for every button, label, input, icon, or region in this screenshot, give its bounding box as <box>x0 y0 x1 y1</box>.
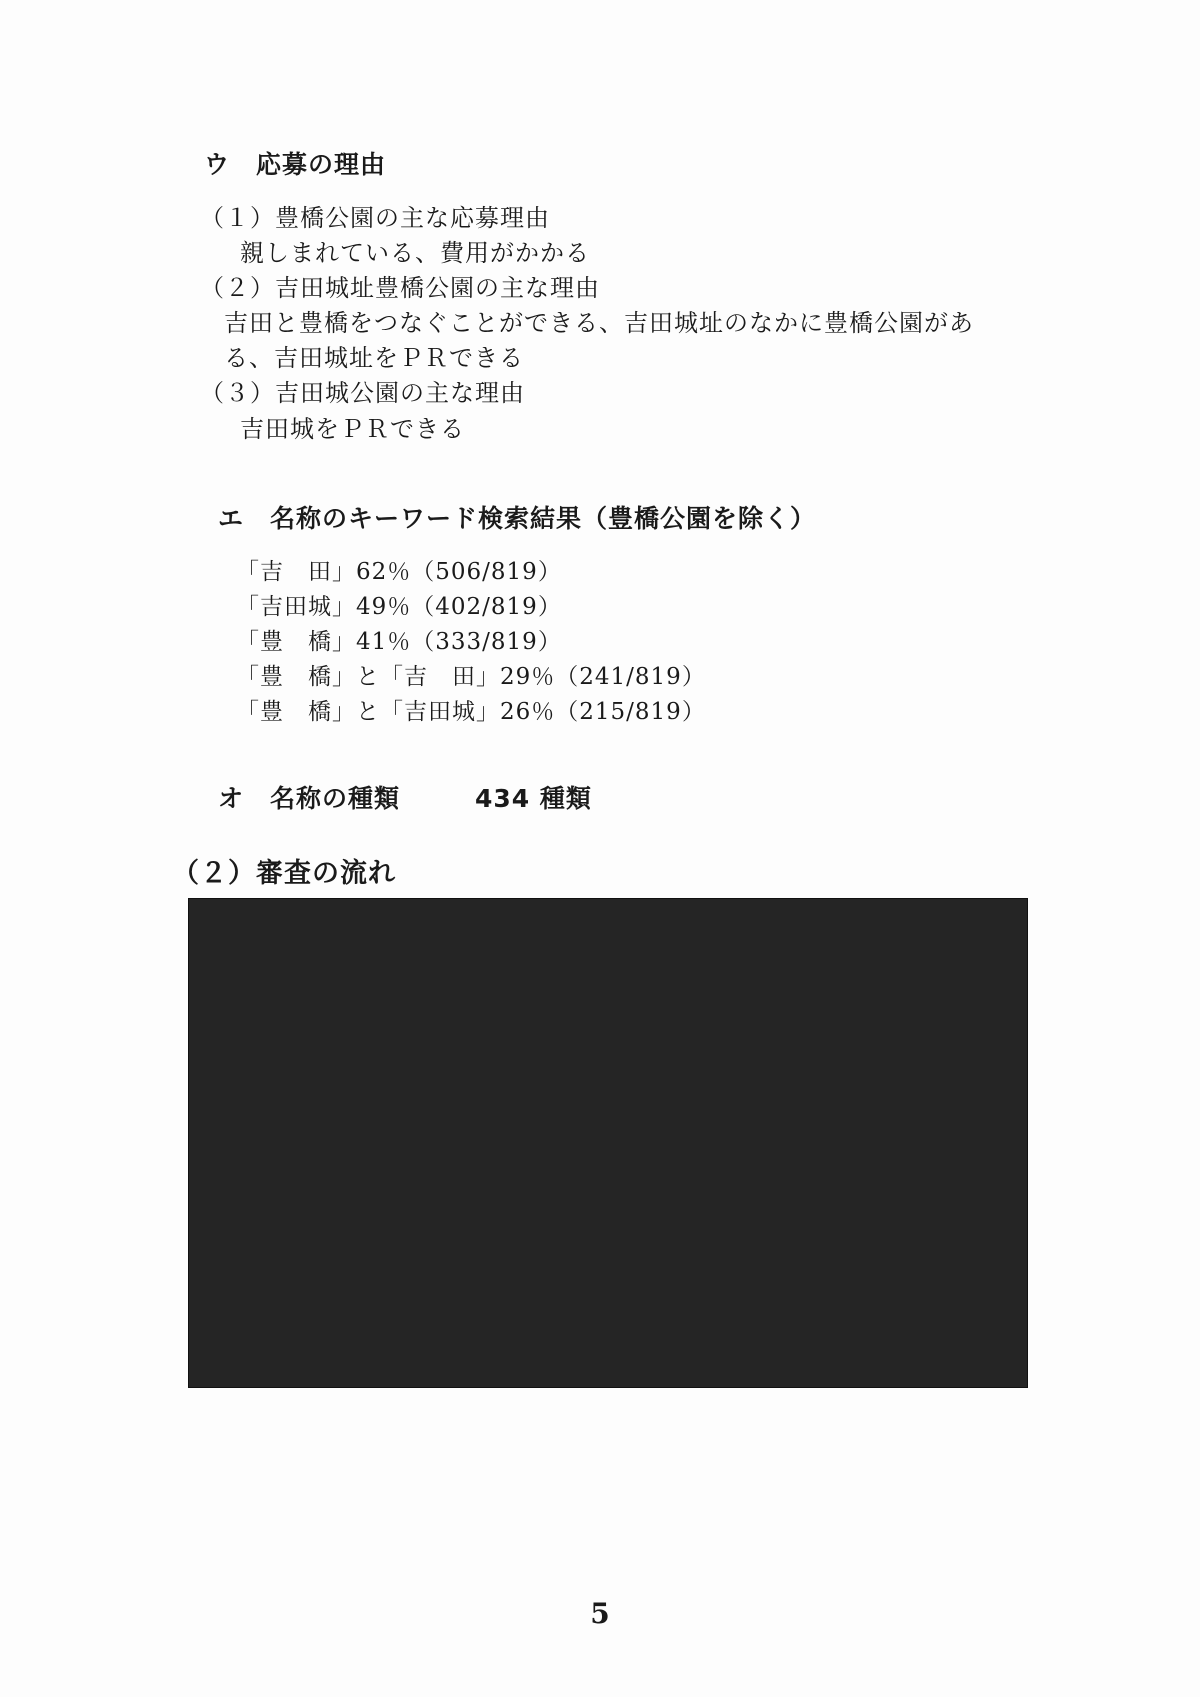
section-u-heading: ウ 応募の理由 <box>204 150 387 179</box>
redacted-block <box>188 898 1028 1388</box>
section-o-heading: オ 名称の種類 <box>218 784 401 813</box>
section-2-heading: （２）審査の流れ <box>172 858 396 889</box>
reason-1-label: （１）豊橋公園の主な応募理由 <box>200 204 550 232</box>
keyword-result-4: 「豊 橋」と「吉 田」29％（241/819） <box>236 664 706 690</box>
reason-2-label: （２）吉田城址豊橋公園の主な理由 <box>200 274 600 302</box>
reason-2-detail-line1: 吉田と豊橋をつなぐことができる、吉田城址のなかに豊橋公園があ <box>224 309 974 337</box>
reason-1-detail: 親しまれている、費用がかかる <box>240 239 590 267</box>
section-o-value: 434 種類 <box>475 784 592 813</box>
section-e-heading: エ 名称のキーワード検索結果（豊橋公園を除く） <box>218 504 817 533</box>
keyword-result-5: 「豊 橋」と「吉田城」26％（215/819） <box>236 699 706 725</box>
keyword-result-3: 「豊 橋」41％（333/819） <box>236 629 562 655</box>
reason-3-label: （３）吉田城公園の主な理由 <box>200 379 525 407</box>
reason-3-detail: 吉田城をＰＲできる <box>240 415 465 443</box>
reason-2-detail-line2: る、吉田城址をＰＲできる <box>224 344 524 372</box>
keyword-result-2: 「吉田城」49％（402/819） <box>236 594 562 620</box>
page-number: 5 <box>590 1597 610 1630</box>
keyword-result-1: 「吉 田」62％（506/819） <box>236 559 562 585</box>
